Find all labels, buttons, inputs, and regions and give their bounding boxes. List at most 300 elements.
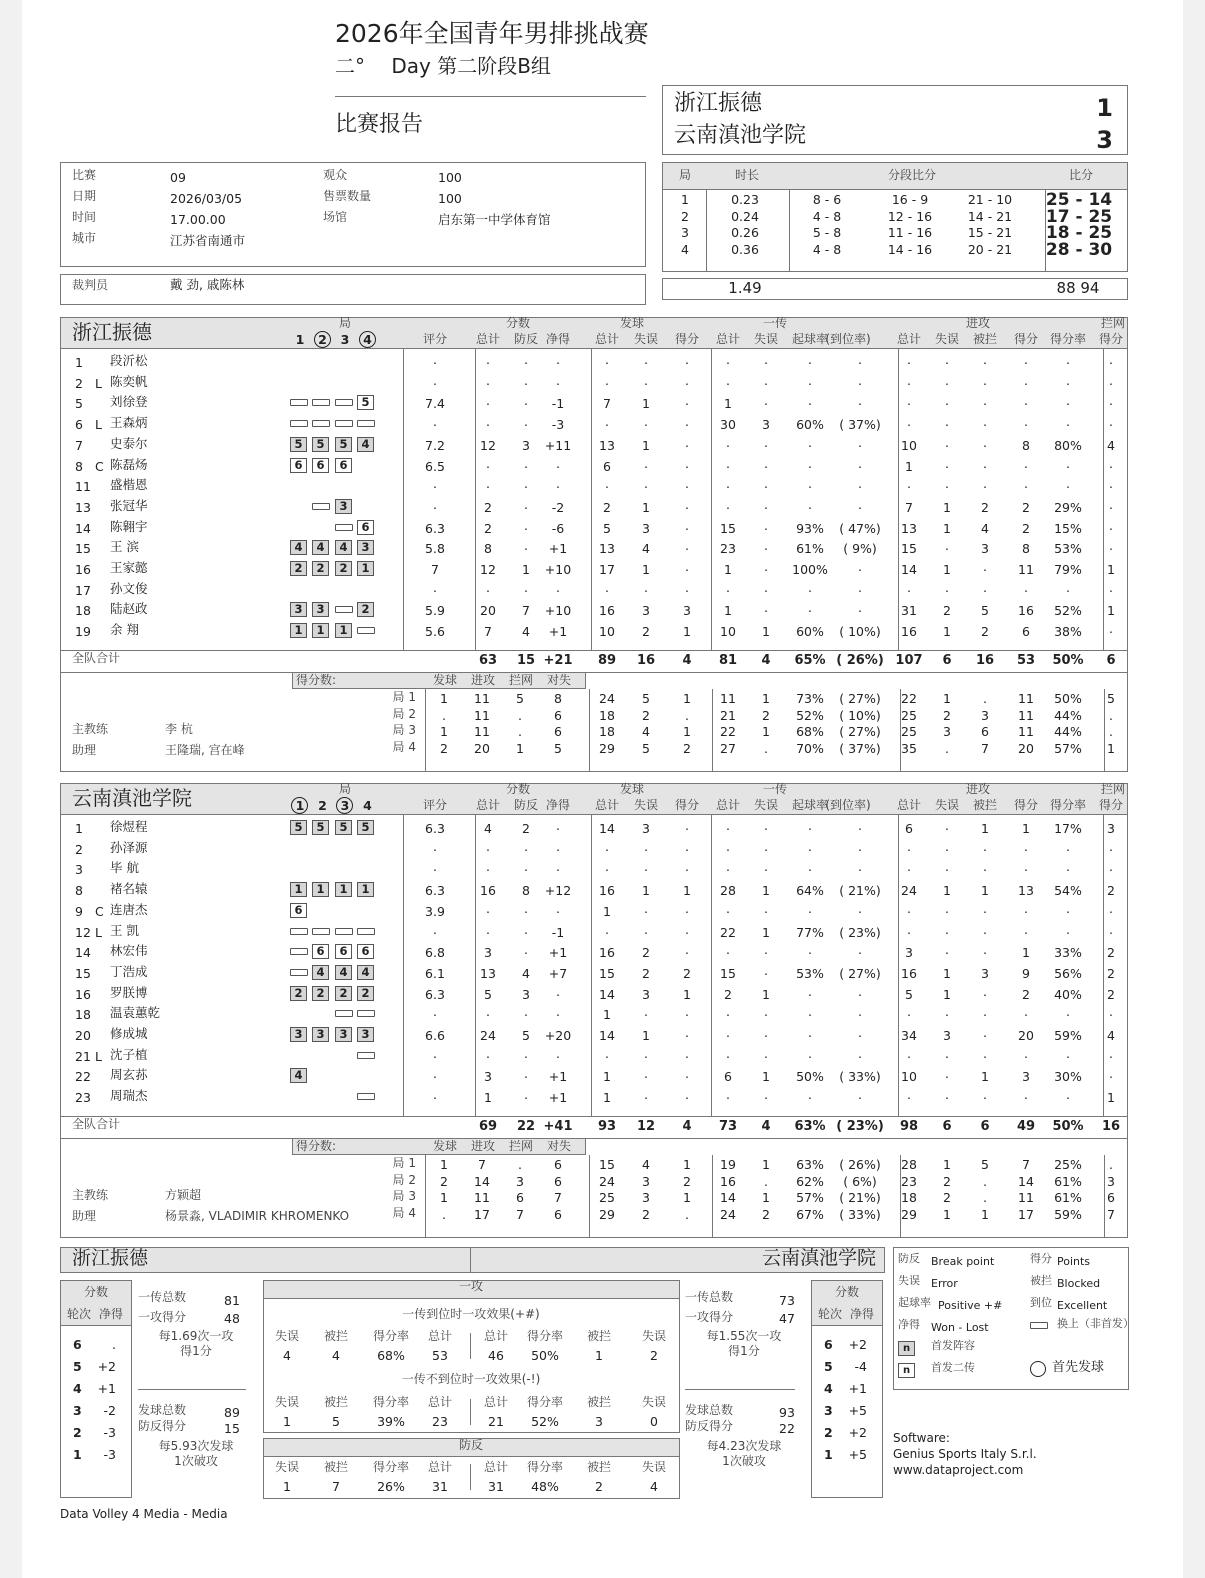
stat-cell: . [907, 859, 911, 875]
rotation-number: 4 [824, 1381, 833, 1396]
stat-cell: . [605, 414, 609, 430]
stat-cell: ( 9%) [843, 541, 877, 557]
rotation-number: 3 [824, 1403, 833, 1418]
attack-stat-value: 4 [283, 1348, 291, 1363]
attack-stat-label: 总计 [483, 1329, 509, 1343]
first-serve-circle-icon [336, 797, 353, 814]
points-column-label: 发球 [432, 673, 458, 687]
column-label: 得分率 [1049, 798, 1087, 812]
set-breakdown-cell: 14 [474, 1173, 490, 1189]
starting-lineup-position: 2 [290, 986, 307, 1001]
set-breakdown-cell: 1 [762, 724, 770, 739]
set-breakdown-cell: . [685, 707, 689, 723]
stat-cell: . [685, 559, 689, 574]
stat-cell: . [808, 579, 812, 595]
set-breakdown-cell: 2 [762, 1206, 770, 1222]
stat-cell: 40% [1054, 986, 1082, 1002]
player-number: 1 [75, 821, 83, 836]
legend-abbr: 防反 [898, 1252, 920, 1265]
substitute-marker-icon [335, 420, 353, 427]
starting-lineup-position: 2 [335, 986, 352, 1001]
stat-cell: 5.6 [425, 624, 445, 640]
column-label: 防反 [513, 798, 539, 812]
report-title-competition: 2026年全国青年男排挑战赛 [335, 19, 649, 48]
stat-cell: 24 [480, 1028, 496, 1043]
set-breakdown-cell: 2 [943, 707, 951, 723]
stat-cell: 15 [720, 520, 736, 536]
stat-cell: . [685, 900, 689, 916]
player-name: 褚名辕 [110, 881, 148, 897]
column-group-label: 分数 [505, 316, 531, 330]
stat-cell: . [486, 414, 490, 430]
stat-cell: . [1066, 476, 1070, 492]
player-number: 22 [75, 1069, 91, 1085]
stat-cell: 3 [1107, 821, 1115, 836]
set-breakdown-cell: ( 27%) [839, 691, 881, 706]
set-column-label: 局 [338, 316, 352, 330]
stat-cell: . [1024, 900, 1028, 916]
stat-cell: 12 [480, 437, 496, 453]
attack-stat-value: 3 [595, 1414, 603, 1429]
stat-cell: 4 [522, 965, 530, 981]
stat-cell: 1 [1022, 821, 1030, 836]
stat-cell: 79% [1054, 562, 1082, 577]
stat-cell: 7 [431, 562, 439, 577]
set-breakdown-cell: 70% [796, 740, 824, 756]
break-points-label: 防反得分 [138, 1419, 187, 1433]
column-label: 总计 [475, 798, 501, 812]
stat-cell: 17 [599, 562, 615, 577]
stat-cell: 10 [901, 1069, 917, 1085]
player-name: 盛楷恩 [110, 477, 148, 493]
starting-lineup-position: 2 [335, 561, 352, 576]
stat-cell: 1 [642, 396, 650, 412]
column-label: 得分 [1013, 332, 1039, 346]
stat-cell: 64% [796, 883, 824, 899]
legend-abbr: 到位 [1030, 1296, 1052, 1309]
set-number: 3 [681, 225, 689, 240]
set-breakdown-cell: 21 [720, 707, 736, 723]
stat-cell: . [433, 1004, 437, 1020]
rotation-net: -3 [103, 1447, 116, 1462]
stat-cell: . [726, 352, 730, 367]
set-breakdown-cell: 23 [901, 1173, 917, 1189]
stat-cell: 1 [943, 499, 951, 515]
info-value: 100 [438, 170, 462, 185]
set-breakdown-cell: 14 [1018, 1173, 1034, 1189]
stat-cell: 11 [1018, 562, 1034, 577]
stat-cell: . [726, 1045, 730, 1061]
stat-cell: . [983, 414, 987, 430]
set-breakdown-cell: 5 [642, 691, 650, 706]
stat-cell: . [486, 352, 490, 367]
stat-cell: . [907, 900, 911, 916]
info-label: 比赛 [72, 168, 97, 182]
set-breakdown-cell: 29 [901, 1206, 917, 1222]
substitute-marker-icon [312, 928, 330, 935]
stat-cell: . [808, 496, 812, 512]
stat-cell: . [907, 1004, 911, 1020]
set-breakdown-cell: 25 [599, 1190, 615, 1205]
rotation-net: +2 [97, 1359, 116, 1374]
set-breakdown-cell: 50% [1054, 691, 1082, 706]
starting-lineup-position: 1 [335, 882, 352, 897]
stat-cell: 2 [484, 520, 492, 536]
set-breakdown-cell: 1 [1107, 740, 1115, 756]
set-breakdown-cell: 3 [943, 724, 951, 739]
substitute-marker-icon [1030, 1322, 1048, 1329]
stat-cell: . [685, 1025, 689, 1040]
stat-cell: . [983, 1004, 987, 1020]
legend-abbr: 失误 [898, 1274, 920, 1287]
stat-cell: 3 [943, 1028, 951, 1043]
stat-cell: 1 [762, 986, 770, 1002]
stat-cell: -1 [551, 924, 565, 940]
divider [589, 689, 590, 772]
attack-stat-value: 4 [650, 1479, 658, 1494]
column-label: 评分 [422, 798, 448, 812]
stat-cell: 5 [981, 603, 989, 619]
set-breakdown-cell: 57% [1054, 740, 1082, 756]
stat-cell: 8 [522, 883, 530, 899]
stat-cell: 14 [599, 821, 615, 836]
set-duration: 0.36 [731, 241, 759, 257]
attack-stat-value: 4 [332, 1348, 340, 1363]
set-breakdown-cell: 1 [762, 1190, 770, 1205]
stat-cell: 13 [901, 520, 917, 536]
rotation-number: 1 [824, 1447, 833, 1462]
column-label: 防反 [513, 332, 539, 346]
stat-cell: ( 33%) [839, 1069, 881, 1085]
team-total-cell: +41 [543, 1119, 573, 1134]
set-breakdown-cell: 24 [599, 1173, 615, 1189]
points-column-label: 对失 [546, 1139, 572, 1153]
column-label: (到位率) [825, 332, 871, 346]
player-name: 连唐杰 [110, 901, 148, 917]
stat-cell: 4 [1107, 437, 1115, 453]
stat-cell: . [808, 859, 812, 875]
stat-cell: . [726, 1025, 730, 1040]
first-serve-circle-icon [291, 797, 308, 814]
stat-cell: 3 [1022, 1069, 1030, 1085]
starting-setter-position: 6 [290, 458, 307, 473]
set-breakdown-cell: 11 [1018, 691, 1034, 706]
set-number: 2 [318, 798, 327, 813]
set-breakdown-cell: . [1109, 707, 1113, 723]
stat-cell: . [945, 579, 949, 595]
positive-title: 一传到位时一攻效果(+#) [402, 1307, 540, 1321]
set-duration: 0.23 [731, 192, 759, 207]
player-name: 王家懿 [110, 560, 148, 575]
coach-name: 方颖超 [165, 1188, 202, 1202]
column-label: 总计 [475, 332, 501, 346]
stat-cell: . [644, 1045, 648, 1061]
player-name: 张冠华 [110, 497, 148, 513]
stat-cell: 1 [724, 603, 732, 619]
team-total-cell: 93 [597, 1119, 617, 1134]
stat-cell: 2 [981, 624, 989, 640]
set-row-label: 局 4 [392, 739, 416, 754]
column-label: 总计 [896, 332, 922, 346]
stat-cell: . [764, 372, 768, 388]
stat-cell: 12 [480, 562, 496, 577]
reception-total: 81 [224, 1293, 240, 1308]
team-total-cell: 63% [794, 1119, 826, 1134]
break-ratio: 每4.23次发球 [706, 1439, 782, 1453]
column-label: 得分 [674, 332, 700, 346]
stat-cell: . [764, 393, 768, 409]
stat-cell: . [945, 818, 949, 833]
set-breakdown-cell: 1 [943, 1206, 951, 1222]
set-column-label: 局 [338, 782, 352, 796]
set-duration: 0.26 [731, 225, 759, 240]
legend-text: Points [1057, 1255, 1091, 1268]
stat-cell: . [524, 1066, 528, 1082]
set-number: 4 [363, 332, 372, 347]
set-breakdown-cell: 29 [599, 1206, 615, 1222]
stat-cell: . [907, 1087, 911, 1103]
match-info [60, 162, 646, 267]
stat-cell: . [945, 921, 949, 937]
points-column-label: 进攻 [470, 673, 496, 687]
rotation-col: 轮次 [66, 1307, 92, 1321]
divider [685, 1389, 795, 1390]
stat-cell: . [486, 921, 490, 937]
player-number: 16 [75, 986, 91, 1002]
breakpoint-title: 防反 [458, 1438, 484, 1452]
attack-stat-value: 5 [332, 1414, 340, 1429]
stat-cell: 5.9 [425, 603, 445, 619]
player-role: L [95, 417, 102, 433]
divider [470, 1399, 471, 1425]
stat-cell: 80% [1054, 437, 1082, 453]
points-column-label: 对失 [546, 673, 572, 687]
player-name: 修成城 [110, 1026, 148, 1041]
stat-cell: 1 [762, 624, 770, 640]
stat-cell: +1 [548, 541, 568, 557]
starting-lineup-position: 1 [290, 623, 307, 638]
attack-stat-label: 被拦 [586, 1329, 612, 1343]
total-points: 88 94 [1056, 279, 1100, 297]
divider [712, 1155, 713, 1238]
rotation-number: 3 [73, 1403, 82, 1418]
set-breakdown-cell: ( 27%) [839, 724, 881, 739]
stat-cell: . [685, 818, 689, 833]
legend-text: Break point [931, 1255, 995, 1268]
stat-cell: 1 [642, 883, 650, 899]
attack-stat-label: 被拦 [586, 1395, 612, 1409]
stat-cell: 3 [981, 965, 989, 981]
stat-cell: . [685, 859, 689, 875]
set-breakdown-cell: . [442, 1206, 446, 1222]
stat-cell: . [644, 859, 648, 875]
stat-cell: . [556, 818, 560, 833]
starting-lineup-position: 4 [290, 540, 307, 555]
stat-cell: 1 [522, 562, 530, 577]
stat-cell: . [858, 559, 862, 574]
stat-cell: . [726, 579, 730, 595]
stat-cell: . [556, 455, 560, 471]
stat-cell: . [1066, 900, 1070, 916]
stat-cell: 4 [642, 541, 650, 557]
stat-cell: . [1066, 372, 1070, 388]
stat-cell: 1 [762, 1069, 770, 1085]
stat-cell: . [1109, 579, 1113, 595]
attack-stat-value: 0 [650, 1414, 658, 1429]
team-total-cell: 69 [478, 1119, 498, 1134]
divider [475, 815, 476, 1116]
stat-cell: . [1109, 496, 1113, 512]
set-breakdown-cell: 16 [720, 1173, 736, 1189]
stat-cell: 30% [1054, 1069, 1082, 1085]
stat-cell: 22 [720, 924, 736, 940]
substitute-marker-icon [335, 524, 353, 531]
stat-cell: . [983, 921, 987, 937]
stat-cell: 3 [981, 541, 989, 557]
starting-setter-position: 6 [357, 520, 374, 535]
stat-cell: 2 [1022, 499, 1030, 515]
column-label: 得分 [674, 798, 700, 812]
set-breakdown-cell: 62% [796, 1173, 824, 1189]
substitute-marker-icon [357, 627, 375, 634]
set-breakdown-cell: 7 [554, 1190, 562, 1205]
substitute-marker-icon [357, 420, 375, 427]
starting-lineup-position: 1 [357, 561, 374, 576]
stat-cell: . [524, 838, 528, 854]
stat-cell: 14 [901, 562, 917, 577]
stat-cell: . [858, 1087, 862, 1103]
set-breakdown-cell: 7 [1107, 1206, 1115, 1222]
team-name: 浙江振德 [72, 320, 152, 344]
stat-cell: . [644, 1004, 648, 1020]
stat-cell: . [983, 455, 987, 471]
substitute-marker-icon [312, 399, 330, 406]
stat-cell: . [685, 414, 689, 430]
set-breakdown-cell: 5 [554, 740, 562, 756]
set-breakdown-cell: 19 [720, 1157, 736, 1172]
rotation-title: 分数 [83, 1285, 109, 1299]
sideout-points: 48 [224, 1311, 240, 1326]
divider [403, 815, 404, 1116]
set-breakdown-cell: 1 [683, 724, 691, 739]
stat-cell: 1 [943, 624, 951, 640]
set-breakdown-cell: 18 [599, 707, 615, 723]
attack-stat-value: 50% [531, 1348, 559, 1363]
break-ratio: 每5.93次发球 [158, 1439, 234, 1453]
stat-cell: 10 [901, 437, 917, 453]
set-breakdown-cell: 6 [981, 724, 989, 739]
stat-cell: . [685, 517, 689, 533]
stat-cell: . [644, 900, 648, 916]
stat-cell: 1 [603, 1069, 611, 1085]
attack-stat-label: 总计 [427, 1329, 453, 1343]
stat-cell: . [556, 859, 560, 875]
stat-cell: 4 [1107, 1028, 1115, 1043]
column-label: 总计 [594, 798, 620, 812]
stat-cell: 1 [603, 903, 611, 919]
starting-lineup-position: 3 [335, 499, 352, 514]
substitute-marker-icon [357, 1093, 375, 1100]
substitute-marker-icon [312, 420, 330, 427]
divider [425, 689, 426, 772]
stat-cell: . [726, 859, 730, 875]
stat-cell: 7 [603, 396, 611, 412]
player-name: 陆赵政 [110, 601, 148, 617]
stat-cell: 1 [484, 1090, 492, 1106]
player-role: C [95, 458, 104, 474]
starting-lineup-position: 5 [290, 820, 307, 835]
set-breakdown-cell: 24 [720, 1206, 736, 1222]
partial-score: 12 - 16 [887, 208, 933, 224]
stat-cell: 1 [1107, 562, 1115, 577]
set-breakdown-cell: 17 [1018, 1206, 1034, 1222]
starting-lineup-position: 5 [290, 437, 307, 452]
points-column-label: 拦网 [508, 673, 534, 687]
stat-cell: . [945, 859, 949, 875]
stat-cell: . [907, 838, 911, 854]
set-score: 28 - 30 [1045, 239, 1113, 260]
stat-cell: 3 [683, 603, 691, 619]
stat-cell: . [685, 1045, 689, 1061]
partial-score: 5 - 8 [812, 225, 842, 240]
divider [1103, 815, 1104, 1116]
set-breakdown-cell: 68% [796, 724, 824, 739]
set-number: 2 [318, 332, 327, 347]
sideout-title: 一攻 [458, 1279, 484, 1293]
divider [789, 190, 790, 272]
player-number: 15 [75, 541, 91, 557]
stat-cell: . [726, 1087, 730, 1103]
partial-score: 4 - 8 [812, 241, 842, 257]
starting-setter-position: 6 [335, 944, 352, 959]
stat-cell: . [556, 476, 560, 492]
substitute-marker-icon [290, 420, 308, 427]
divider [60, 1138, 1128, 1139]
column-group-label: 拦网 [1100, 782, 1126, 796]
player-number: 2 [75, 841, 83, 857]
info-label: 场馆 [323, 210, 348, 224]
stat-cell: . [858, 942, 862, 958]
serve-total-label: 发球总数 [138, 1403, 187, 1417]
stat-cell: . [685, 942, 689, 958]
set-breakdown-cell: 2 [683, 1173, 691, 1189]
stat-cell: . [764, 496, 768, 512]
starting-lineup-position: 5 [357, 820, 374, 835]
stat-cell: 33% [1054, 945, 1082, 961]
team-total-cell: 6 [1106, 653, 1116, 668]
divider [138, 1389, 246, 1390]
starting-setter-position: 5 [357, 395, 374, 410]
stat-cell: 13 [480, 965, 496, 981]
stat-cell: . [1066, 455, 1070, 471]
stat-cell: . [524, 476, 528, 492]
stat-cell: . [764, 900, 768, 916]
divider [60, 1116, 1128, 1117]
starting-lineup-position: 3 [312, 602, 329, 617]
stat-cell: +11 [544, 437, 572, 453]
stat-cell: +12 [544, 883, 572, 899]
stat-cell: 6 [724, 1069, 732, 1085]
starting-lineup-position: 2 [312, 561, 329, 576]
player-number: 23 [75, 1090, 91, 1106]
stat-cell: +1 [548, 624, 568, 640]
stat-cell: . [726, 900, 730, 916]
stat-cell: . [858, 818, 862, 833]
stat-cell: 4 [484, 821, 492, 836]
stat-cell: . [1066, 352, 1070, 367]
stat-cell: . [685, 579, 689, 595]
starting-setter-position: 6 [290, 903, 307, 918]
